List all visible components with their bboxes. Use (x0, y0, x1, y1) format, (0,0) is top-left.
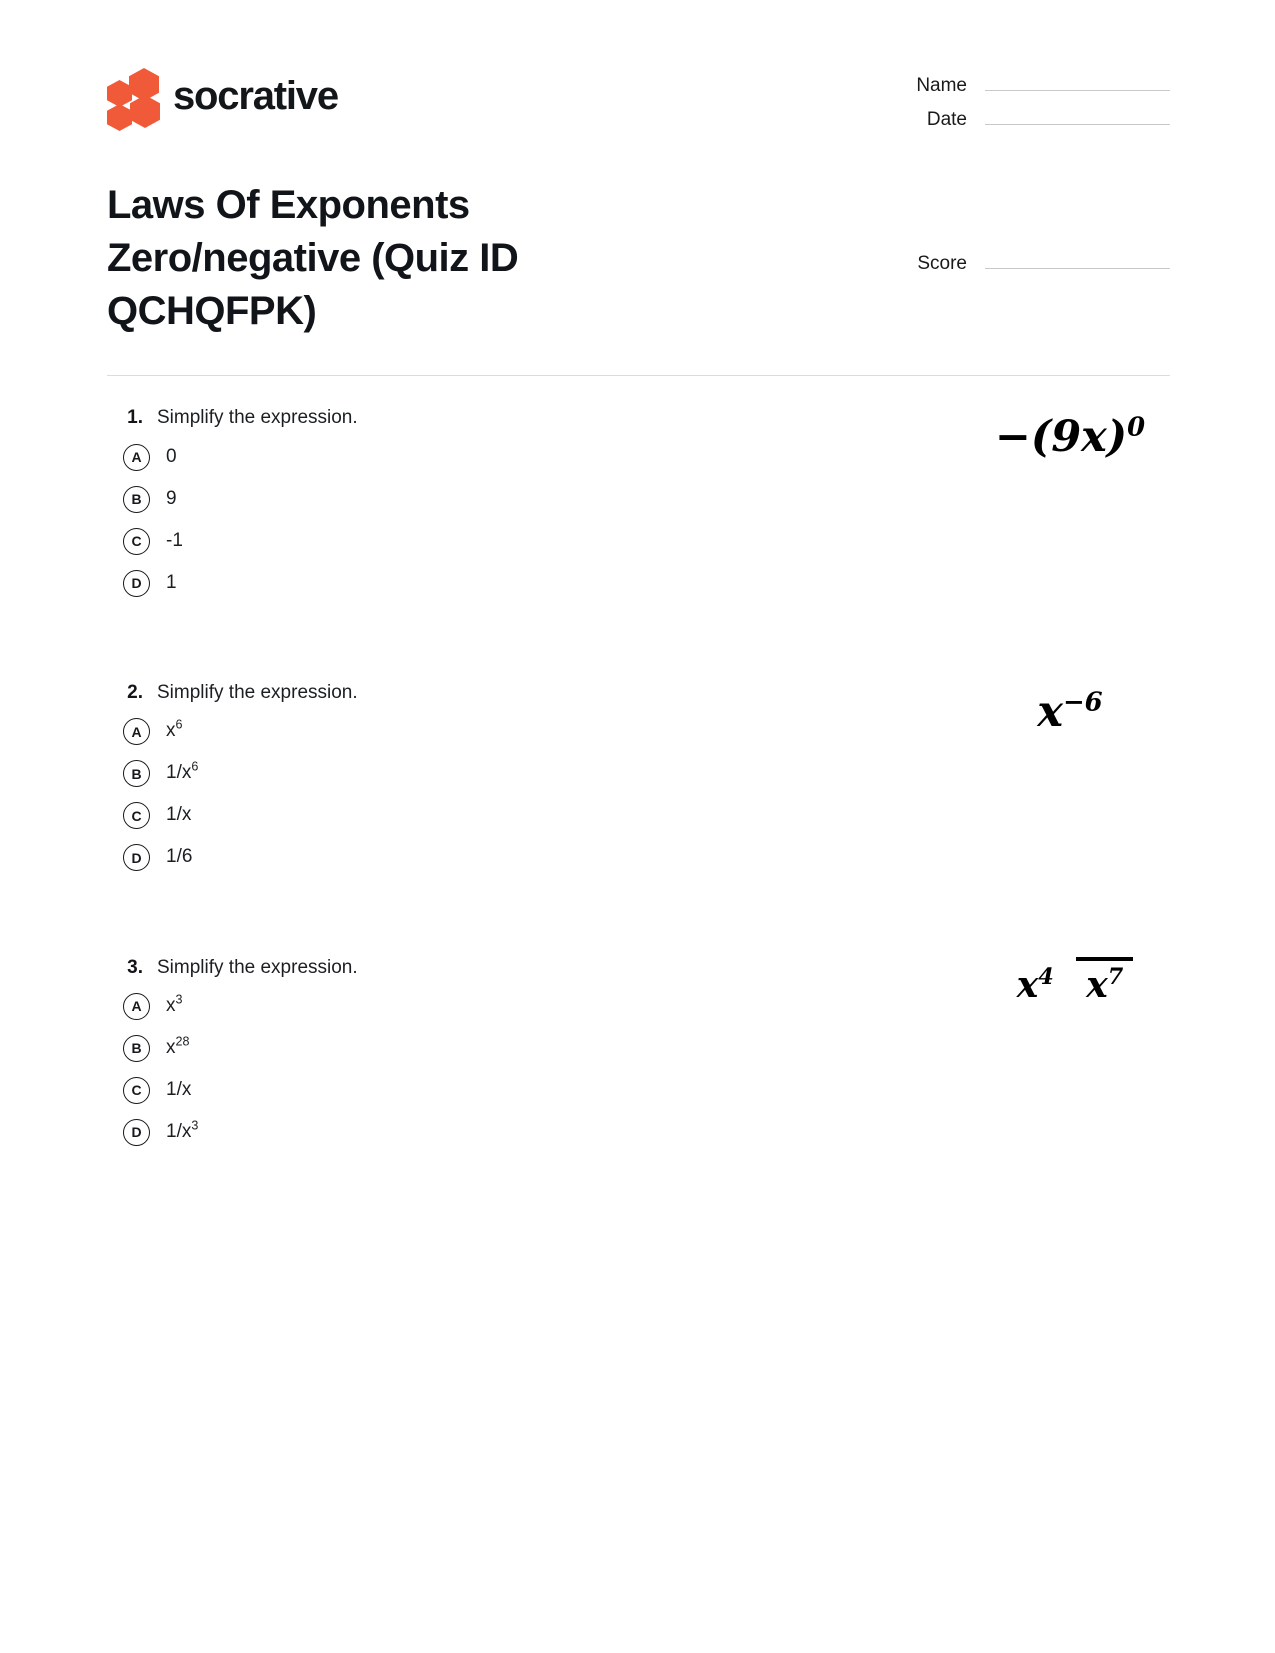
choice-base: x (166, 1037, 176, 1059)
choice-option[interactable] (107, 842, 727, 874)
fraction-numerator (1007, 964, 1064, 1009)
choice-bubble-a[interactable]: A (123, 993, 150, 1020)
header-divider (107, 375, 1170, 376)
choice-label: 1 (166, 571, 177, 593)
question-item (107, 681, 1170, 884)
math-base: x (1037, 687, 1064, 738)
choice-option[interactable] (107, 483, 727, 515)
choice-bubble-d[interactable]: D (123, 844, 150, 871)
math-base: x (1016, 963, 1039, 1006)
choice-label (166, 846, 192, 869)
question-item (107, 956, 1170, 1159)
page-header (0, 0, 1275, 141)
question-prompt: Simplify the expression. (157, 407, 358, 429)
choices-list (107, 716, 727, 874)
choice-option[interactable] (107, 990, 727, 1022)
socrative-logo (107, 68, 338, 124)
choice-option[interactable] (107, 800, 727, 832)
choice-bubble-c[interactable]: C (123, 802, 150, 829)
math-base: x (1086, 963, 1108, 1006)
hexagon-icon (107, 80, 132, 107)
choice-bubble-c[interactable]: C (123, 1077, 150, 1104)
score-field-group (860, 251, 1170, 285)
choice-option[interactable] (107, 441, 727, 473)
date-label: Date (926, 109, 967, 130)
math-exponent: 7 (1107, 963, 1124, 990)
choice-option[interactable] (107, 758, 727, 790)
math-exponent: 0 (1127, 413, 1146, 444)
student-info-fields (860, 73, 1170, 141)
choice-bubble-a[interactable]: A (123, 718, 150, 745)
choice-base: x (166, 995, 176, 1017)
choice-bubble-b[interactable]: B (123, 760, 150, 787)
question-heading (107, 956, 727, 981)
title-area (0, 179, 1275, 337)
date-input-line[interactable] (985, 107, 1170, 125)
question-item (107, 406, 1170, 609)
choices-list (107, 441, 727, 599)
questions-list (0, 406, 1275, 1158)
choice-bubble-d[interactable]: D (123, 570, 150, 597)
choice-bubble-a[interactable]: A (123, 444, 150, 471)
choice-option[interactable] (107, 1032, 727, 1064)
choice-option[interactable] (107, 525, 727, 557)
name-field-row (860, 73, 1170, 97)
question-heading (107, 681, 727, 706)
math-expression (1037, 687, 1102, 737)
choice-option[interactable] (107, 716, 727, 748)
choice-label (166, 1034, 190, 1060)
name-input-line[interactable] (985, 73, 1170, 91)
page-title: Laws Of Exponents Zero/negative (Quiz ID QCHQFPK) (107, 183, 519, 333)
choice-label (166, 804, 191, 827)
question-prompt: Simplify the expression. (157, 682, 358, 704)
choice-exponent: 6 (175, 718, 183, 733)
choice-base: 1/x (166, 1121, 192, 1143)
choice-bubble-b[interactable]: B (123, 486, 150, 513)
choice-label (166, 992, 183, 1018)
score-input-line[interactable] (985, 251, 1170, 269)
choice-base: 1/6 (166, 846, 193, 868)
math-fraction (1007, 964, 1134, 1006)
question-expression (970, 956, 1170, 1006)
choice-label (166, 1079, 191, 1102)
question-prompt: Simplify the expression. (157, 956, 358, 978)
choice-label (166, 720, 182, 743)
date-field-row (860, 107, 1170, 131)
choice-bubble-d[interactable]: D (123, 1119, 150, 1146)
choice-bubble-c[interactable]: C (123, 528, 150, 555)
question-heading (107, 406, 727, 431)
question-number: 1. (127, 407, 143, 429)
choice-option[interactable] (107, 1074, 727, 1106)
score-field-row (860, 251, 1170, 275)
math-base: −(9x) (994, 412, 1128, 463)
score-label: Score (917, 253, 967, 274)
hexagon-icon (130, 95, 160, 128)
choice-base: x (166, 720, 176, 742)
name-label: Name (916, 75, 967, 96)
question-number: 3. (127, 956, 143, 978)
question-number: 2. (127, 682, 143, 704)
math-expression (995, 412, 1145, 462)
choice-label: -1 (166, 529, 183, 551)
choice-option[interactable] (107, 1116, 727, 1148)
question-body (107, 956, 727, 1159)
socrative-logo-icon (107, 68, 159, 124)
choice-exponent: 3 (191, 1118, 199, 1133)
question-body (107, 681, 727, 884)
math-exponent: −6 (1063, 687, 1103, 718)
choice-bubble-b[interactable]: B (123, 1035, 150, 1062)
hexagon-icon (107, 104, 132, 131)
choice-label: 9 (166, 487, 177, 509)
choices-list (107, 990, 727, 1148)
choice-exponent: 28 (175, 1034, 190, 1049)
math-exponent: 4 (1038, 963, 1054, 990)
choice-exponent: 6 (191, 760, 199, 775)
choice-option[interactable] (107, 567, 727, 599)
choice-label: 0 (166, 445, 177, 467)
fraction-denominator (1076, 957, 1133, 1006)
choice-base: 1/x (166, 804, 192, 826)
brand-name: socrative (173, 74, 338, 118)
choice-base: 1/x (166, 1079, 192, 1101)
question-expression (970, 406, 1170, 461)
choice-label (166, 762, 198, 785)
choice-base: 1/x (166, 762, 192, 784)
question-body (107, 406, 727, 609)
choice-exponent: 3 (175, 992, 183, 1007)
question-expression (970, 681, 1170, 736)
choice-label (166, 1118, 199, 1144)
